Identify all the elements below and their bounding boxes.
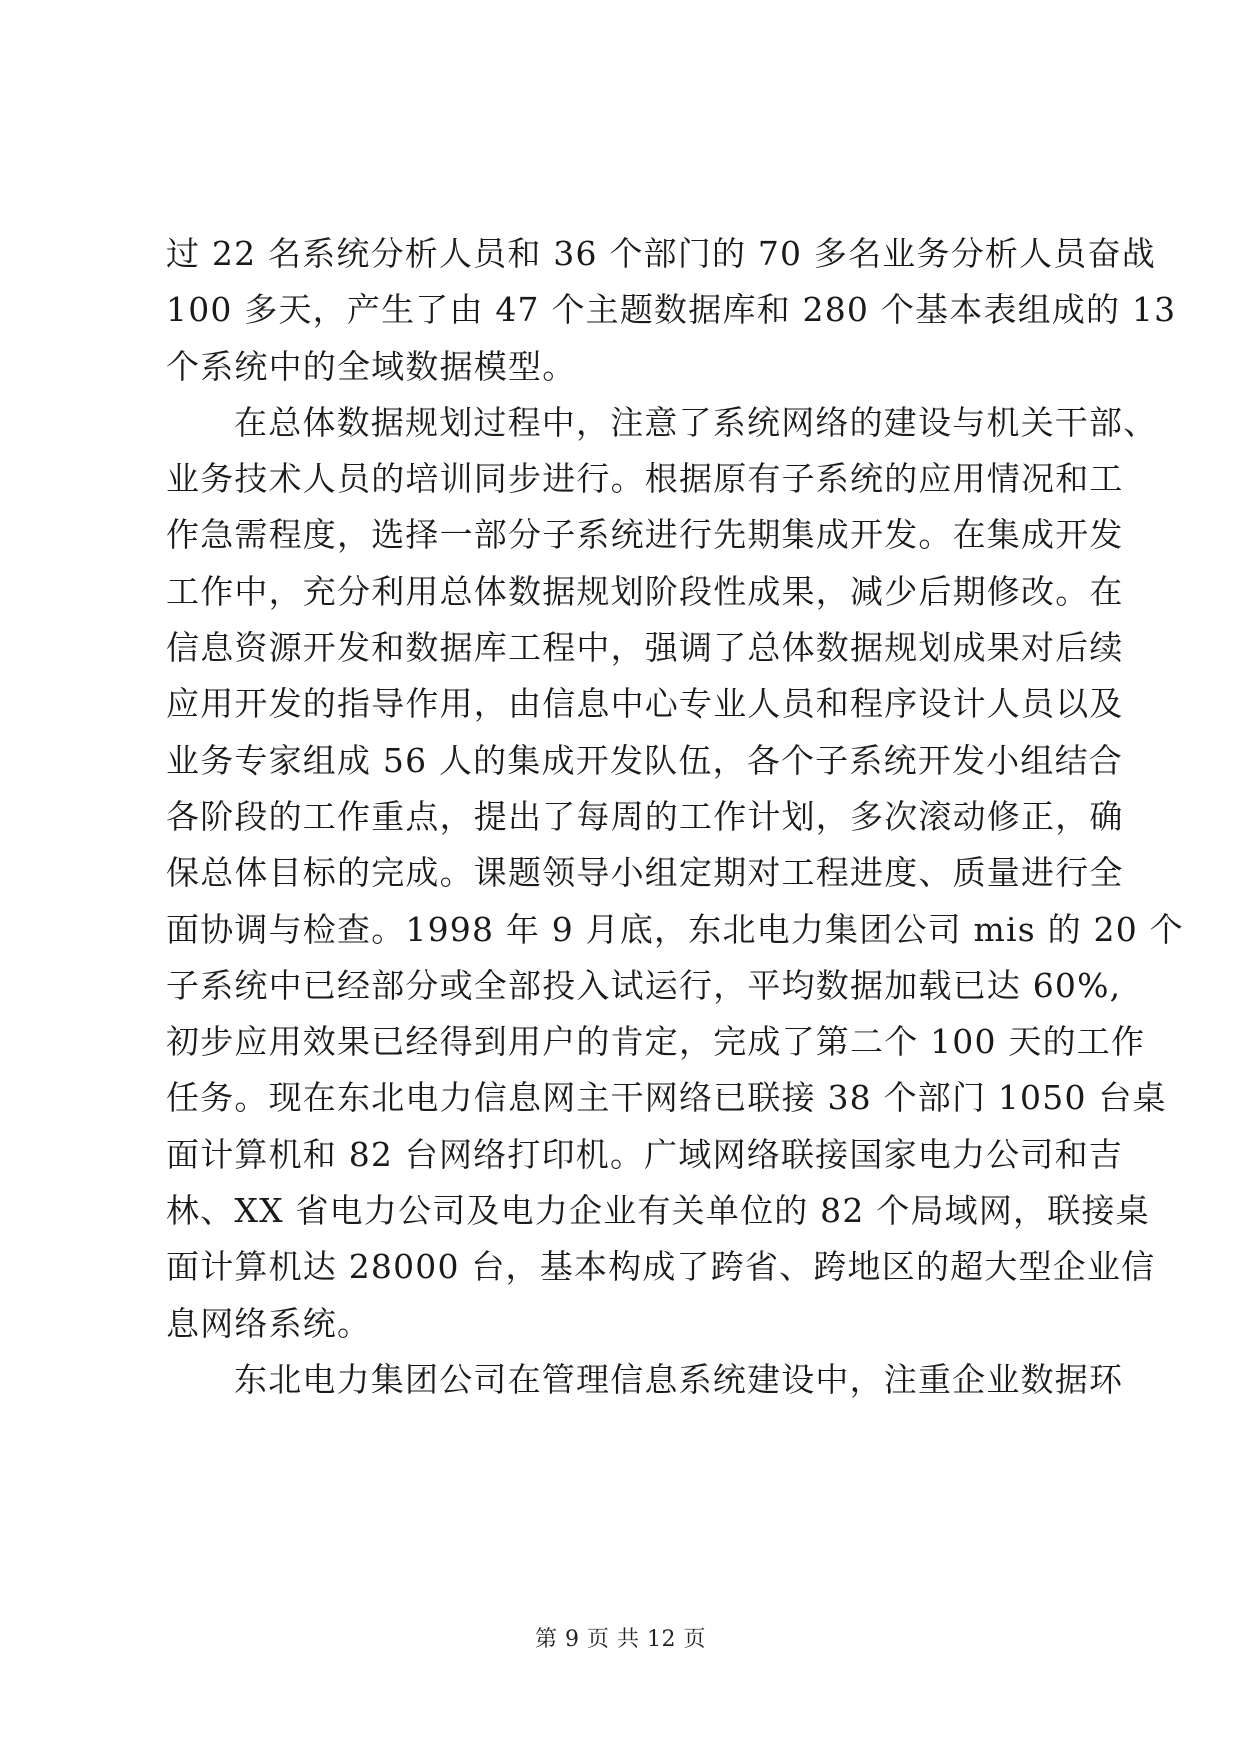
page-footer: 第 9 页 共 12 页	[535, 1627, 706, 1652]
text-line: 息网络系统。	[166, 1303, 372, 1343]
paragraph-first-line: 东北电力集团公司在管理信息系统建设中，注重企业数据环	[234, 1359, 1124, 1399]
text-line: 面计算机和 82 台网络打印机。广域网络联接国家电力公司和吉	[166, 1134, 1123, 1174]
text-line: 工作中，充分利用总体数据规划阶段性成果，减少后期修改。在	[166, 571, 1124, 611]
text-line: 业务专家组成 56 人的集成开发队伍，各个子系统开发小组结合	[166, 740, 1123, 780]
text-line: 面协调与检查。1998 年 9 月底，东北电力集团公司 mis 的 20 个	[166, 909, 1184, 949]
text-line: 应用开发的指导作用，由信息中心专业人员和程序设计人员以及	[166, 684, 1124, 724]
text-line: 过 22 名系统分析人员和 36 个部门的 70 多名业务分析人员奋战	[166, 234, 1156, 273]
text-line: 初步应用效果已经得到用户的肯定，完成了第二个 100 天的工作	[166, 1022, 1146, 1062]
text-line: 面计算机达 28000 台，基本构成了跨省、跨地区的超大型企业信	[166, 1247, 1156, 1287]
text-line: 林、XX 省电力公司及电力企业有关单位的 82 个局域网，联接桌	[166, 1191, 1150, 1231]
paragraph-first-line: 在总体数据规划过程中，注意了系统网络的建设与机关干部、	[234, 402, 1158, 442]
text-line: 业务技术人员的培训同步进行。根据原有子系统的应用情况和工	[166, 459, 1124, 499]
body-text	[166, 226, 1184, 1408]
text-line: 信息资源开发和数据库工程中，强调了总体数据规划成果对后续	[166, 628, 1124, 668]
text-line: 保总体目标的完成。课题领导小组定期对工程进度、质量进行全	[166, 853, 1124, 893]
text-line: 作急需程度，选择一部分子系统进行先期集成开发。在集成开发	[166, 515, 1124, 555]
text-line: 子系统中已经部分或全部投入试运行，平均数据加载已达 60%,	[166, 965, 1122, 1005]
text-line: 各阶段的工作重点，提出了每周的工作计划，多次滚动修正，确	[166, 796, 1124, 836]
text-line: 100 多天，产生了由 47 个主题数据库和 280 个基本表组成的 13	[166, 290, 1177, 330]
text-line: 个系统中的全域数据模型。	[166, 346, 577, 386]
text-line: 任务。现在东北电力信息网主干网络已联接 38 个部门 1050 台桌	[166, 1078, 1167, 1118]
